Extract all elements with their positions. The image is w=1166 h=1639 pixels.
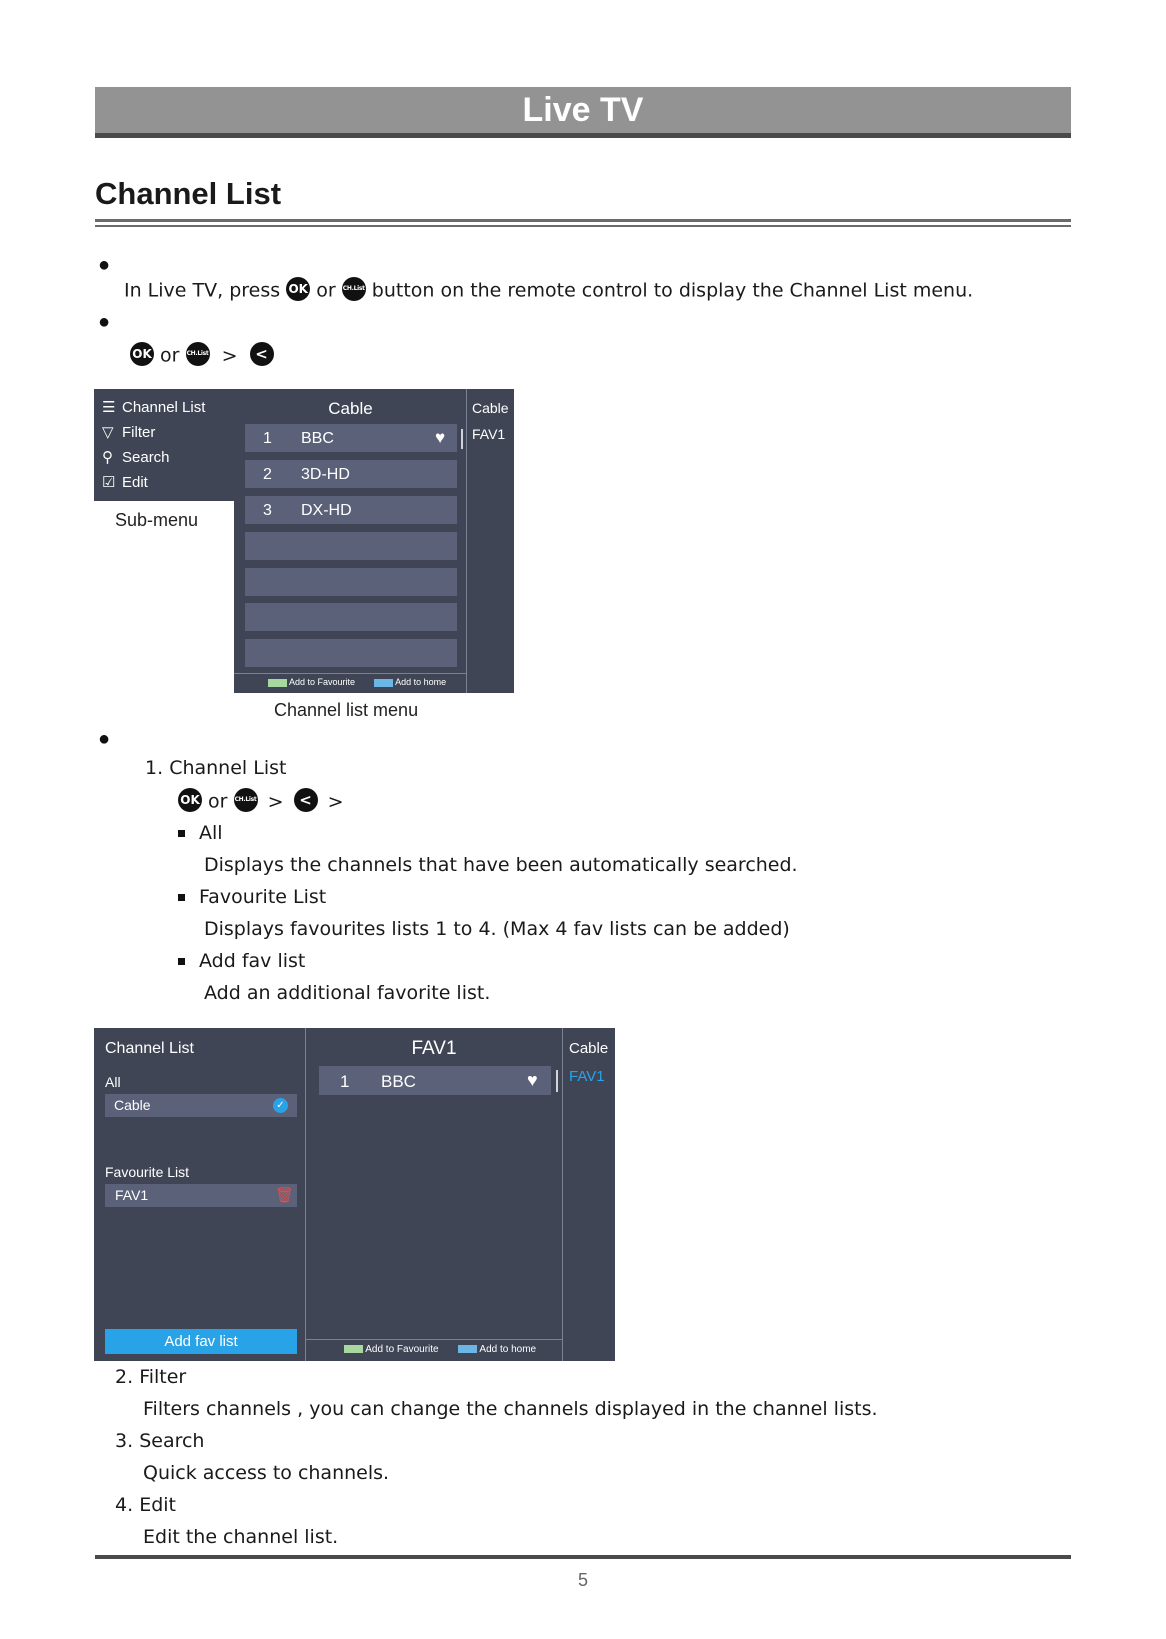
square-bullet (178, 958, 185, 965)
bullet: ● (98, 254, 111, 276)
submenu-label: Channel List (122, 399, 206, 416)
section-divider-2 (95, 225, 1071, 227)
right-col-fav1[interactable]: FAV1 (472, 426, 506, 442)
cable-item-label: Cable (114, 1097, 151, 1113)
square-bullet (178, 894, 185, 901)
section1-heading (145, 757, 286, 779)
page-number: 5 (577, 1570, 588, 1590)
intro-or: or (316, 279, 336, 302)
edit-icon: ☑ (102, 474, 116, 491)
submenu-item-filter[interactable] (102, 420, 205, 445)
empty-channel-row (245, 532, 457, 560)
submenu-item-channel-list[interactable] (102, 395, 205, 420)
favourite-list-label: Favourite List (105, 1164, 190, 1180)
scrollbar[interactable] (556, 1070, 558, 1092)
sub-item-title: Favourite List (199, 886, 327, 908)
sub-item-desc: Displays the channels that have been automatically searched. (204, 854, 798, 876)
sub-item-desc: Displays favourites lists 1 to 4. (Max 4 fav lists can be added) (204, 918, 790, 940)
all-label: All (105, 1074, 121, 1090)
submenu-item-search[interactable] (102, 445, 205, 470)
intro-text-b: button on the remote control to display the Channel List menu. (371, 279, 974, 302)
ch-list-button-icon: CH.List (234, 788, 258, 812)
header-banner (95, 87, 1071, 138)
submenu-list (102, 395, 205, 495)
channel-list-caption: Channel list menu (274, 700, 419, 720)
filter-icon: ▽ (102, 424, 114, 441)
list-title: Cable (328, 399, 373, 418)
list-item-filter (115, 1366, 186, 1388)
green-key-icon (344, 1345, 363, 1353)
scrollbar[interactable] (461, 429, 463, 449)
list-title: Channel List (169, 757, 287, 779)
section1-path (178, 790, 344, 814)
list-item-desc: Quick access to channels. (143, 1462, 390, 1484)
path-separator: > (221, 344, 238, 367)
list-number: 1. (145, 757, 164, 779)
green-key-label: Add to Favourite (365, 1344, 439, 1355)
footer-divider (306, 1339, 562, 1340)
path-or: or (208, 790, 228, 813)
list-title: Search (139, 1430, 205, 1452)
intro-line-2 (130, 344, 274, 368)
add-fav-list-button[interactable]: Add fav list (105, 1329, 297, 1354)
section-divider (95, 219, 1071, 222)
channel-name: 3D-HD (301, 466, 350, 483)
ch-list-button-icon: CH.List (342, 277, 366, 301)
heart-icon: ♥ (435, 428, 446, 447)
left-panel-title: Channel List (105, 1040, 194, 1057)
submenu-panel (94, 389, 234, 501)
list-number: 2. (115, 1366, 134, 1388)
right-col-cable[interactable]: Cable (472, 400, 509, 416)
ok-button-icon: OK (286, 277, 310, 301)
fav-list-title: FAV1 (411, 1038, 457, 1059)
sub-item-desc: Add an additional favorite list. (204, 982, 491, 1004)
channel-row[interactable] (319, 1066, 551, 1095)
submenu-item-edit[interactable] (102, 470, 205, 495)
submenu-label: Search (122, 449, 170, 466)
column-divider (305, 1028, 306, 1361)
channel-name: BBC (301, 430, 334, 447)
channel-row[interactable] (245, 460, 457, 488)
back-button-icon: < (250, 342, 274, 366)
channel-name: DX-HD (301, 502, 352, 519)
column-divider (562, 1028, 563, 1361)
fav1-list-item[interactable] (105, 1184, 297, 1207)
list-title: Filter (139, 1366, 187, 1388)
channel-number: 3 (263, 502, 272, 519)
color-key-legend (344, 1344, 536, 1355)
empty-channel-row (245, 568, 457, 596)
sub-item-title: All (199, 822, 223, 844)
right-col-cable[interactable]: Cable (569, 1040, 609, 1057)
ok-button-icon: OK (130, 342, 154, 366)
square-bullet (178, 830, 185, 837)
color-key-legend (268, 677, 446, 687)
blue-key-icon (374, 679, 393, 687)
bullet: ● (98, 311, 111, 333)
blue-key-label: Add to home (395, 677, 447, 687)
channel-row[interactable] (245, 424, 457, 452)
list-item-desc: Edit the channel list. (143, 1526, 339, 1548)
green-key-label: Add to Favourite (289, 677, 356, 687)
intro-text-a: In Live TV, press (124, 279, 281, 302)
list-number: 3. (115, 1430, 134, 1452)
sub-item (178, 886, 326, 908)
blue-key-icon (458, 1345, 477, 1353)
search-icon: ⚲ (102, 449, 113, 466)
submenu-label: Edit (122, 474, 148, 491)
list-item-edit (115, 1494, 176, 1516)
intro-or-2: or (160, 344, 180, 367)
channel-number: 2 (263, 466, 272, 483)
channel-list-panel (234, 389, 514, 693)
blue-key-label: Add to home (479, 1344, 537, 1355)
cable-list-item[interactable] (105, 1094, 297, 1117)
check-icon: ✓ (273, 1098, 288, 1113)
path-separator: > (327, 790, 344, 813)
section-title: Channel List (95, 176, 282, 211)
submenu-caption: Sub-menu (115, 510, 199, 530)
channel-number: 1 (340, 1072, 350, 1091)
ok-button-icon: OK (178, 788, 202, 812)
bullet: ● (98, 728, 111, 750)
channel-row[interactable] (245, 496, 457, 524)
list-item-search (115, 1430, 204, 1452)
channel-name: BBC (381, 1072, 416, 1091)
fav1-item-label: FAV1 (115, 1187, 149, 1203)
sub-item (178, 822, 223, 844)
intro-line-1 (124, 279, 973, 303)
fav-list-screenshot (94, 1028, 615, 1361)
empty-channel-row (245, 603, 457, 631)
list-icon: ☰ (102, 399, 116, 416)
path-separator: > (267, 790, 284, 813)
ch-list-button-icon: CH.List (186, 342, 210, 366)
list-number: 4. (115, 1494, 134, 1516)
back-button-icon: < (294, 788, 318, 812)
green-key-icon (268, 679, 287, 687)
heart-icon: ♥ (527, 1070, 538, 1090)
trash-icon[interactable]: 🗑 (275, 1187, 295, 1204)
submenu-label: Filter (122, 424, 156, 441)
channel-number: 1 (263, 430, 272, 447)
footer-rule (95, 1555, 1071, 1559)
sub-item (178, 950, 305, 972)
empty-channel-row (245, 639, 457, 667)
sub-item-title: Add fav list (199, 950, 306, 972)
footer-divider (234, 673, 467, 674)
list-title: Edit (139, 1494, 176, 1516)
column-divider (466, 389, 467, 693)
page-header-title: Live TV (522, 91, 644, 129)
list-item-desc: Filters channels , you can change the channels displayed in the channel lists. (143, 1398, 878, 1420)
right-col-fav1[interactable]: FAV1 (569, 1068, 605, 1085)
